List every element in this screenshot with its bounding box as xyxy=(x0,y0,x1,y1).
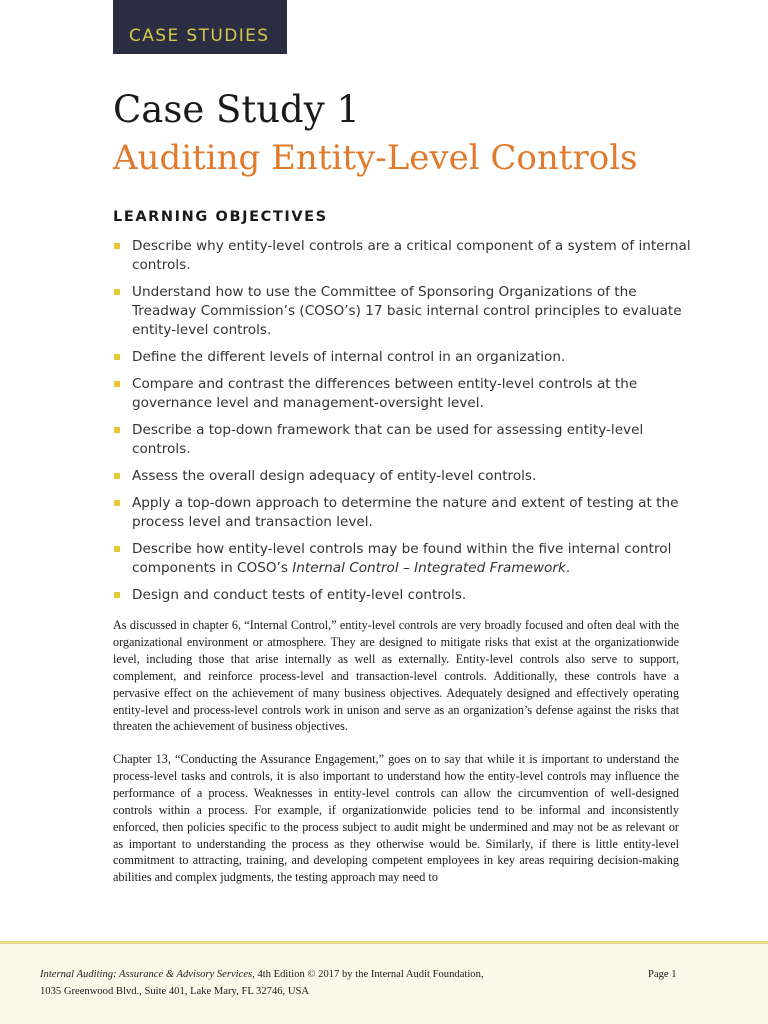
objective-text: Define the different levels of internal control in an organization. xyxy=(132,349,566,365)
square-bullet-icon xyxy=(114,427,120,433)
body-paragraph: As discussed in chapter 6, “Internal Control,” entity-level controls are very broadly focused and often deal with the organizational environment or atmosphere. They are designed to mitigate risks that exist at the organizationwide level, including those that arise internally as well as externally. Entity-level controls also serve to support, complement, and reinforce process-level and transaction-level controls. Additionally, these controls have a pervasive effect on the achievement of many business objectives. Adequately designed and effectively operating entity-level and process-level controls work in unison and serve as an organization’s defense against the risks that threaten the achievement of business objectives. xyxy=(113,618,679,734)
page-number: Page 1 xyxy=(648,969,677,980)
objective-text: Understand how to use the Committee of Sponsoring Organizations of the Treadway Commission’s (COSO’s) 17 basic internal control principles to evaluate entity-level controls. xyxy=(132,284,682,338)
objective-item xyxy=(113,540,693,578)
page-subtitle: Auditing Entity-Level Controls xyxy=(113,138,638,178)
body-paragraph: Chapter 13, “Conducting the Assurance Engagement,” goes on to say that while it is important to understand the process-level tasks and controls, it is also important to understand how the entity-level controls may influence the performance of a process. Weaknesses in entity-level controls can allow the circumvention of well-designed controls within a process. For example, if organizationwide policies tend to be informal and inconsistently enforced, then policies specific to the process subject to audit might be undermined and may not be as relevant or as important to understanding the process as they otherwise would be. Similarly, if there is little entity-level commitment to attracting, training, and developing competent employees in key areas requiring decision-making abilities and complex judgments, the testing approach may need to xyxy=(113,752,679,885)
objective-item xyxy=(113,586,693,605)
objective-text: Compare and contrast the differences between entity-level controls at the governance level and management-oversight level. xyxy=(132,376,638,411)
objective-item xyxy=(113,237,693,275)
footer-address: 1035 Greenwood Blvd., Suite 401, Lake Mary, FL 32746, USA xyxy=(40,986,310,997)
learning-objectives-heading: LEARNING OBJECTIVES xyxy=(113,209,328,225)
square-bullet-icon xyxy=(114,289,120,295)
objective-item xyxy=(113,375,693,413)
section-tab xyxy=(113,0,287,54)
objective-text: Describe a top-down framework that can be used for assessing entity-level controls. xyxy=(132,422,644,457)
objective-item xyxy=(113,348,693,367)
square-bullet-icon xyxy=(114,243,120,249)
objective-text: Describe why entity-level controls are a critical component of a system of internal controls. xyxy=(132,238,691,273)
footer-citation xyxy=(40,966,560,1000)
objective-text: Design and conduct tests of entity-level controls. xyxy=(132,587,467,603)
square-bullet-icon xyxy=(114,546,120,552)
objective-item xyxy=(113,467,693,486)
objective-item xyxy=(113,421,693,459)
objective-text: Apply a top-down approach to determine the nature and extent of testing at the process level and transaction level. xyxy=(132,495,679,530)
objective-text: Describe how entity-level controls may be found within the five internal control components in COSO’s Internal Control – Integrated Framework. xyxy=(132,541,672,576)
learning-objectives-list xyxy=(113,237,693,613)
objective-item xyxy=(113,494,693,532)
square-bullet-icon xyxy=(114,381,120,387)
square-bullet-icon xyxy=(114,592,120,598)
square-bullet-icon xyxy=(114,500,120,506)
framework-title: Internal Control – Integrated Framework xyxy=(292,560,566,576)
section-label: CASE STUDIES xyxy=(129,26,270,46)
footer-book-title: Internal Auditing: Assurance & Advisory Services xyxy=(40,969,253,980)
square-bullet-icon xyxy=(114,473,120,479)
page-title: Case Study 1 xyxy=(113,88,360,131)
square-bullet-icon xyxy=(114,354,120,360)
objective-text: Assess the overall design adequacy of entity-level controls. xyxy=(132,468,537,484)
objective-item xyxy=(113,283,693,340)
footer-edition: , 4th Edition © 2017 by the Internal Audit Foundation, xyxy=(252,969,484,980)
page-footer xyxy=(0,944,768,1024)
